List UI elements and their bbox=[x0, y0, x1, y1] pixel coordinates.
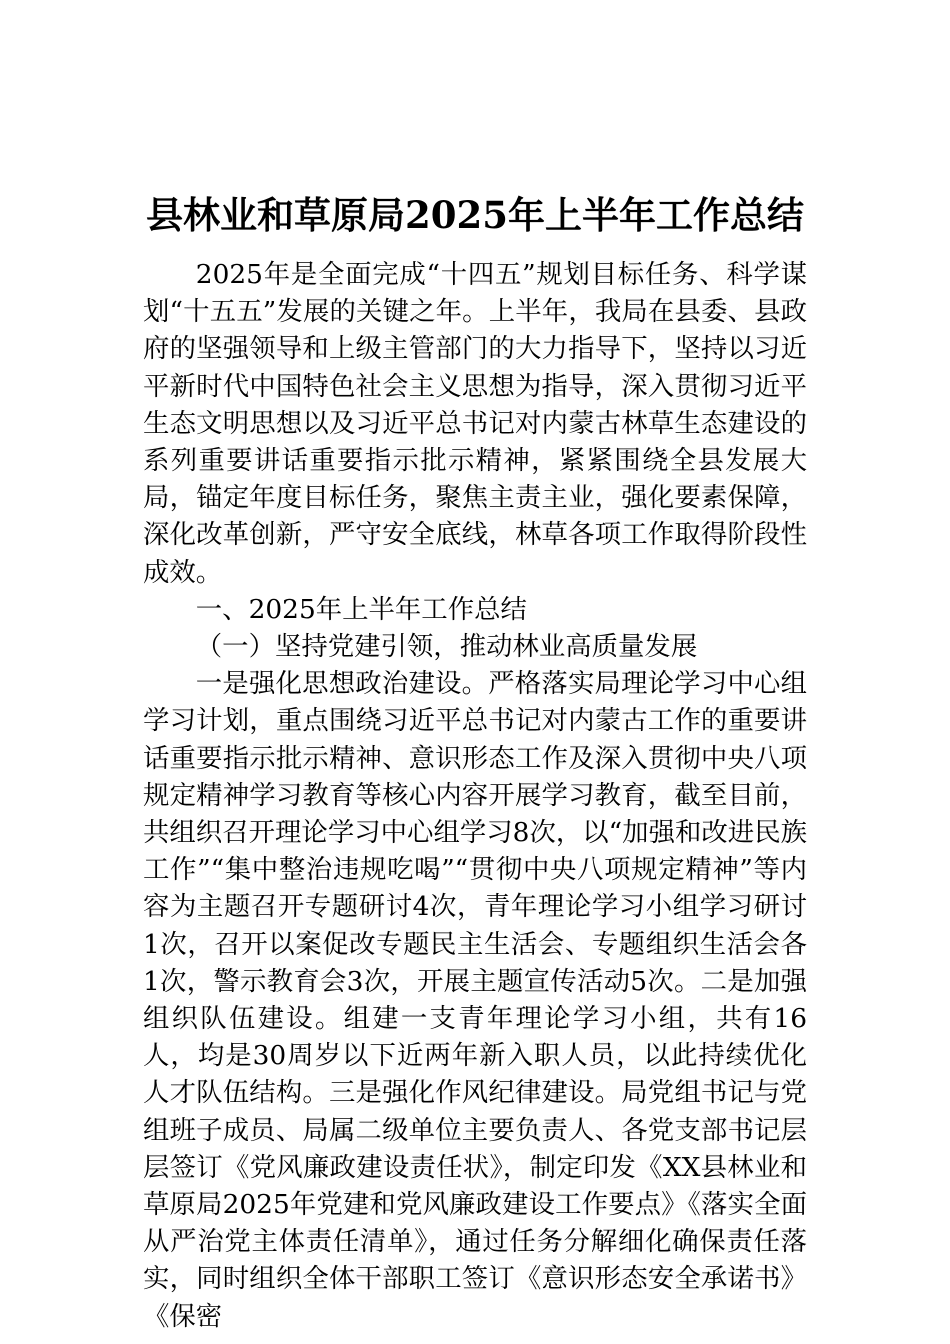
body-paragraph: 一是强化思想政治建设。严格落实局理论学习中心组学习计划，重点围绕习近平总书记对内蒙古工作的重要讲话重要指示批示精神、意识形态工作及深入贯彻中央八项规定精神学习教育等核心内容开展学习教育，截至目前，共组织召开理论学习中心组学习8次，以“加强和改进民族工作”“集中整治违规吃喝”“贯彻中央八项规定精神”等内容为主题召开专题研讨4次，青年理论学习小组学习研讨1次，召开以案促改专题民主生活会、专题组织生活会各1次，警示教育会3次，开展主题宣传活动5次。二是加强组织队伍建设。组建一支青年理论学习小组，共有16人，均是30周岁以下近两年新入职人员，以此持续优化人才队伍结构。三是强化作风纪律建设。局党组书记与党组班子成员、局属二级单位主要负责人、各党支部书记层层签订《党风廉政建设责任状》，制定印发《XX县林业和草原局2025年党建和党风廉政建设工作要点》《落实全面从严治党主体责任清单》，通过任务分解细化确保责任落实，同时组织全体干部职工签订《意识形态安全承诺书》《保密 bbox=[143, 668, 807, 1332]
document-title: 县林业和草原局2025年上半年工作总结 bbox=[146, 192, 804, 237]
document-body bbox=[143, 256, 807, 1335]
subsection-heading: （一）坚持党建引领，推动林业高质量发展 bbox=[195, 631, 698, 663]
section-heading: 一、2025年上半年工作总结 bbox=[195, 593, 527, 625]
intro-paragraph: 2025年是全面完成“十四五”规划目标任务、科学谋划“十五五”发展的关键之年。上半年，我局在县委、县政府的坚强领导和上级主管部门的大力指导下，坚持以习近平新时代中国特色社会主义思想为指导，深入贯彻习近平生态文明思想以及习近平总书记对内蒙古林草生态建设的系列重要讲话重要指示批示精神，紧紧围绕全县发展大局，锚定年度目标任务，聚焦主责主业，强化要素保障，深化改革创新，严守安全底线，林草各项工作取得阶段性成效。 bbox=[143, 259, 807, 588]
